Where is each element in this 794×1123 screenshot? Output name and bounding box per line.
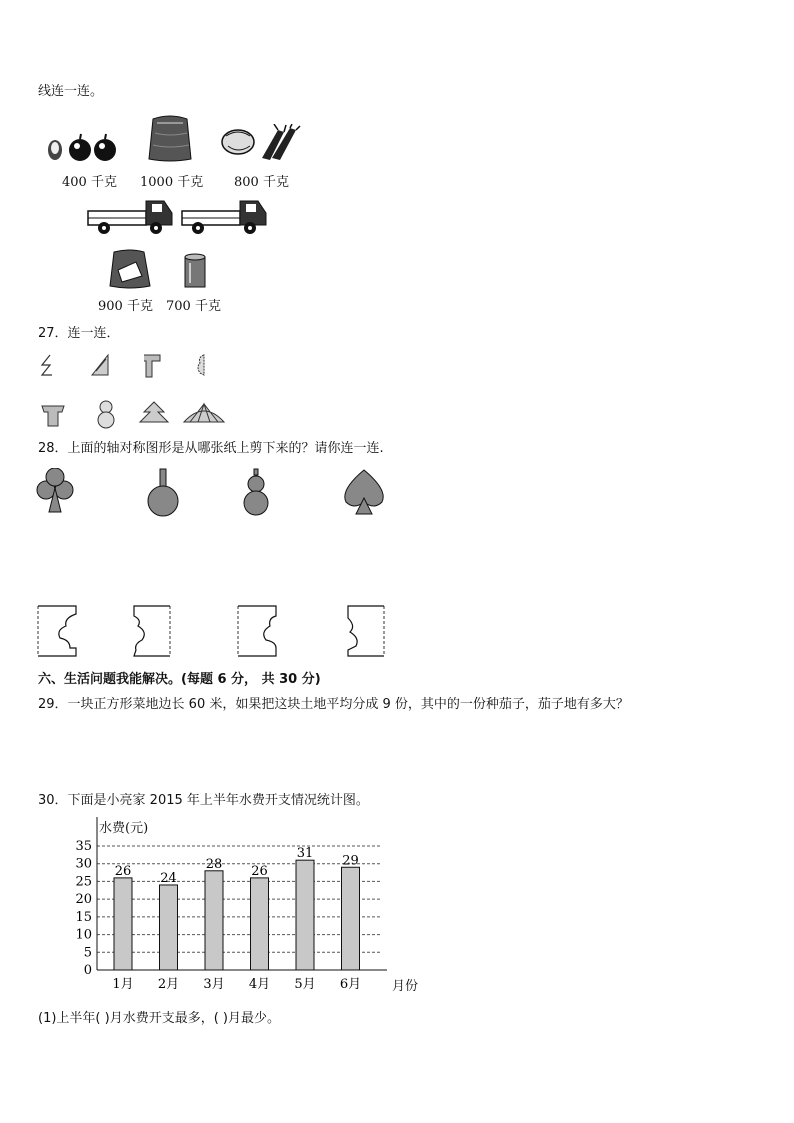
full-mushroom-shape bbox=[42, 406, 64, 426]
gourd-shape bbox=[244, 469, 268, 515]
bar-value-label: 26 bbox=[114, 863, 132, 879]
chart-value-labels bbox=[115, 846, 359, 886]
club-shape bbox=[37, 468, 73, 512]
paper-piece-3 bbox=[238, 606, 276, 656]
y-tick-label: 15 bbox=[75, 909, 92, 925]
spade-shape bbox=[345, 470, 383, 514]
truck-right-picture bbox=[180, 195, 270, 237]
x-axis-label: 月份 bbox=[392, 979, 419, 994]
bar bbox=[342, 867, 360, 970]
chart-bars bbox=[114, 860, 360, 970]
vegetable-picture bbox=[220, 124, 302, 162]
sack-weight: 1000 千克 bbox=[140, 175, 204, 190]
intro-line: 线连一连。 bbox=[38, 84, 104, 99]
paper-piece-1 bbox=[38, 606, 76, 656]
y-axis-label: 水费(元) bbox=[99, 821, 149, 836]
full-snowman-shape bbox=[100, 401, 112, 413]
y-tick-label: 0 bbox=[83, 963, 92, 978]
half-snowman-shape bbox=[198, 355, 204, 375]
small-sack-weight: 900 千克 bbox=[98, 299, 153, 314]
bar bbox=[160, 885, 178, 970]
q28-paper-pieces bbox=[36, 604, 396, 660]
bar-value-label: 31 bbox=[296, 846, 314, 862]
q28-symmetric-shapes bbox=[34, 468, 394, 520]
q27-half-shapes bbox=[38, 351, 228, 383]
x-tick-label: 2月 bbox=[157, 977, 180, 992]
chart-grid bbox=[97, 846, 382, 952]
sack-picture bbox=[147, 113, 193, 163]
bar bbox=[205, 871, 223, 970]
bar-value-label: 24 bbox=[160, 870, 177, 886]
y-tick-label: 25 bbox=[75, 874, 92, 890]
bar bbox=[114, 878, 132, 970]
x-tick-label: 1月 bbox=[112, 977, 134, 992]
half-mushroom-shape bbox=[144, 355, 160, 377]
q30-title: 30．下面是小亮家 2015 年上半年水费开支情况统计图。 bbox=[38, 793, 369, 808]
bar bbox=[296, 860, 314, 970]
q27-title: 27．连一连． bbox=[38, 326, 120, 341]
x-tick-label: 5月 bbox=[294, 977, 316, 992]
y-tick-label: 35 bbox=[75, 839, 92, 854]
x-tick-label: 6月 bbox=[339, 977, 362, 992]
can-weight: 700 千克 bbox=[166, 299, 221, 314]
bar-value-label: 29 bbox=[342, 853, 359, 869]
truck-left-picture bbox=[86, 195, 176, 237]
half-umbrella-shape bbox=[92, 355, 108, 375]
x-tick-label: 4月 bbox=[248, 977, 271, 992]
vegetable-weight: 800 千克 bbox=[234, 175, 289, 190]
fruit-picture bbox=[45, 128, 125, 164]
chart-x-ticks bbox=[112, 977, 361, 992]
y-tick-label: 20 bbox=[75, 892, 92, 908]
half-zigzag-shape bbox=[42, 355, 52, 375]
chart-y-ticks bbox=[75, 839, 92, 978]
y-tick-label: 30 bbox=[75, 856, 92, 872]
q27-full-shapes bbox=[38, 398, 248, 430]
can-picture bbox=[182, 253, 208, 291]
paper-piece-4 bbox=[348, 606, 384, 656]
y-tick-label: 5 bbox=[83, 945, 92, 961]
q29-text: 29．一块正方形菜地边长 60 米，如果把这块土地平均分成 9 份，其中的一份种茄子，茄子地有多大？ bbox=[38, 697, 629, 712]
section6-title: 六、生活问题我能解决。(每题 6 分， 共 30 分) bbox=[38, 672, 321, 687]
paper-piece-2 bbox=[134, 606, 170, 656]
full-umbrella-shape bbox=[184, 404, 224, 422]
x-tick-label: 3月 bbox=[203, 977, 225, 992]
water-fee-bar-chart bbox=[60, 815, 420, 995]
flask-shape bbox=[148, 469, 178, 516]
y-tick-label: 10 bbox=[75, 927, 92, 943]
fruit-weight: 400 千克 bbox=[62, 175, 117, 190]
bar bbox=[251, 878, 269, 970]
small-sack-picture bbox=[108, 248, 152, 290]
bar-value-label: 28 bbox=[205, 856, 223, 872]
bar-value-label: 26 bbox=[251, 863, 268, 879]
q30-sub1: (1)上半年( )月水费开支最多，( )月最少。 bbox=[38, 1011, 280, 1026]
full-tree-shape bbox=[140, 402, 168, 422]
q28-title: 28．上面的轴对称图形是从哪张纸上剪下来的？请你连一连. bbox=[38, 441, 384, 456]
